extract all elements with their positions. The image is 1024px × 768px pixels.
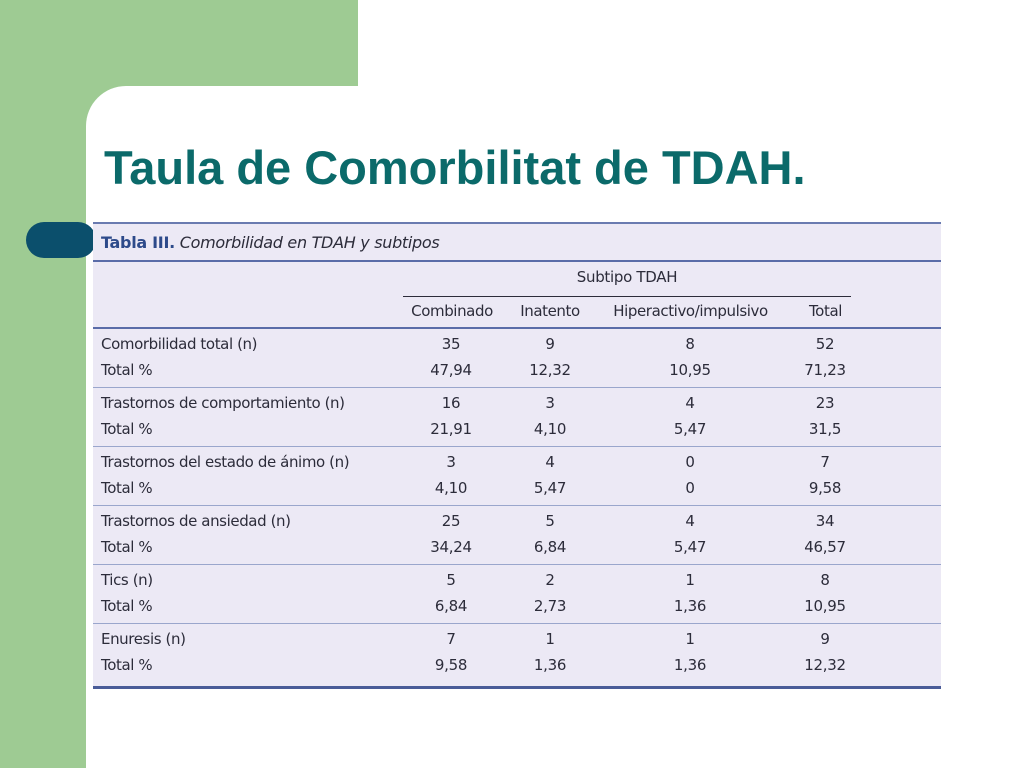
table-row xyxy=(93,506,941,565)
cell-count: 3 xyxy=(446,453,456,471)
row-pct-label: Total % xyxy=(101,597,153,615)
cell-percent: 2,73 xyxy=(533,597,567,615)
row-pct-label: Total % xyxy=(101,656,153,674)
row-label: Trastornos del estado de ánimo (n) xyxy=(101,453,350,471)
cell-count: 25 xyxy=(441,512,461,530)
row-label: Trastornos de ansiedad (n) xyxy=(101,512,291,530)
cell-percent: 10,95 xyxy=(669,361,711,379)
cell-count: 34 xyxy=(815,512,835,530)
row-label: Comorbilidad total (n) xyxy=(101,335,258,353)
cell-count: 1 xyxy=(685,571,695,589)
cell-count: 52 xyxy=(815,335,835,353)
row-pct-label: Total % xyxy=(101,361,153,379)
cell-percent: 46,57 xyxy=(804,538,846,556)
table-caption xyxy=(101,233,439,252)
cell-count: 5 xyxy=(545,512,555,530)
cell-count: 3 xyxy=(545,394,555,412)
table-row xyxy=(93,565,941,624)
decorative-pill xyxy=(26,222,96,258)
row-label: Tics (n) xyxy=(101,571,153,589)
row-label: Trastornos de comportamiento (n) xyxy=(101,394,345,412)
table-caption-label: Tabla III. xyxy=(101,233,175,252)
cell-count: 16 xyxy=(441,394,461,412)
cell-count: 1 xyxy=(685,630,695,648)
cell-count: 1 xyxy=(545,630,555,648)
group-header-rule xyxy=(403,296,851,297)
cell-percent: 47,94 xyxy=(430,361,472,379)
cell-count: 8 xyxy=(685,335,695,353)
table-row xyxy=(93,329,941,388)
cell-percent: 21,91 xyxy=(430,420,472,438)
cell-count: 7 xyxy=(820,453,830,471)
table-row xyxy=(93,447,941,506)
cell-count: 2 xyxy=(545,571,555,589)
cell-count: 5 xyxy=(446,571,456,589)
cell-percent: 5,47 xyxy=(673,420,707,438)
cell-count: 35 xyxy=(441,335,461,353)
cell-percent: 4,10 xyxy=(434,479,468,497)
cell-percent: 1,36 xyxy=(673,656,707,674)
row-label: Enuresis (n) xyxy=(101,630,186,648)
cell-percent: 6,84 xyxy=(434,597,468,615)
cell-percent: 0 xyxy=(685,479,695,497)
col-header-combinado: Combinado xyxy=(411,302,493,320)
cell-percent: 12,32 xyxy=(529,361,571,379)
cell-percent: 71,23 xyxy=(804,361,846,379)
cell-count: 4 xyxy=(545,453,555,471)
col-header-inatento: Inatento xyxy=(520,302,580,320)
row-pct-label: Total % xyxy=(101,479,153,497)
caption-rule xyxy=(93,260,941,262)
cell-percent: 5,47 xyxy=(673,538,707,556)
cell-count: 23 xyxy=(815,394,835,412)
col-header-total: Total xyxy=(808,302,843,320)
cell-count: 4 xyxy=(685,394,695,412)
cell-percent: 6,84 xyxy=(533,538,567,556)
cell-count: 7 xyxy=(446,630,456,648)
cell-count: 9 xyxy=(820,630,830,648)
cell-percent: 34,24 xyxy=(430,538,472,556)
table-row xyxy=(93,624,941,683)
group-header: Subtipo TDAH xyxy=(576,268,678,286)
cell-percent: 1,36 xyxy=(673,597,707,615)
row-pct-label: Total % xyxy=(101,420,153,438)
row-pct-label: Total % xyxy=(101,538,153,556)
cell-percent: 31,5 xyxy=(808,420,842,438)
table-row xyxy=(93,388,941,447)
cell-percent: 12,32 xyxy=(804,656,846,674)
cell-percent: 5,47 xyxy=(533,479,567,497)
cell-percent: 10,95 xyxy=(804,597,846,615)
cell-count: 8 xyxy=(820,571,830,589)
cell-percent: 9,58 xyxy=(434,656,468,674)
cell-count: 0 xyxy=(685,453,695,471)
comorbidity-table xyxy=(93,222,941,689)
cell-count: 4 xyxy=(685,512,695,530)
table-caption-text: Comorbilidad en TDAH y subtipos xyxy=(179,233,440,252)
cell-percent: 1,36 xyxy=(533,656,567,674)
cell-percent: 9,58 xyxy=(808,479,842,497)
cell-count: 9 xyxy=(545,335,555,353)
col-header-hiperactivo: Hiperactivo/impulsivo xyxy=(613,302,768,320)
slide-title: Taula de Comorbilitat de TDAH. xyxy=(104,141,806,194)
cell-percent: 4,10 xyxy=(533,420,567,438)
